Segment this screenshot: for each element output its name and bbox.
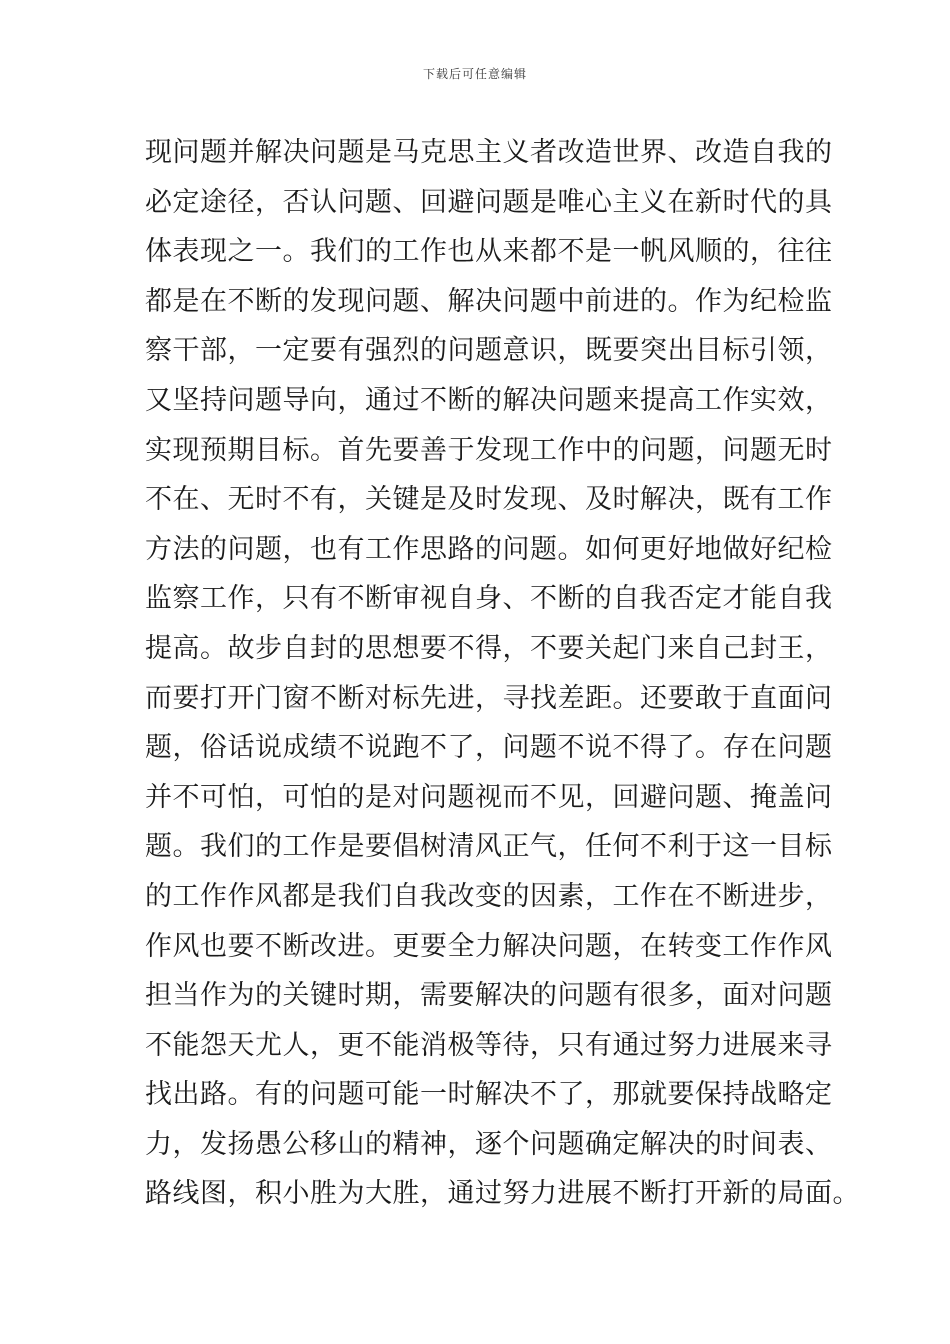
text-line: 而要打开门窗不断对标先进，寻找差距。还要敢于直面问 [145, 682, 833, 714]
text-line: 现问题并解决问题是马克思主义者改造世界、改造自我的 [145, 137, 833, 168]
text-line: 不在、无时不有，关键是及时发现、及时解决，既有工作 [145, 484, 833, 516]
text-line: 提高。故步自封的思想要不得，不要关起门来自己封王， [145, 632, 833, 664]
text-line: 方法的问题，也有工作思路的问题。如何更好地做好纪检 [145, 533, 833, 565]
text-line: 又坚持问题导向，通过不断的解决问题来提高工作实效， [145, 384, 833, 416]
text-line: 题。我们的工作是要倡树清风正气，任何不利于这一目标 [145, 831, 833, 863]
text-line: 体表现之一。我们的工作也从来都不是一帆风顺的，往往 [145, 236, 833, 268]
text-line: 并不可怕，可怕的是对问题视而不见，回避问题、掩盖问 [145, 781, 833, 813]
text-line: 都是在不断的发现问题、解决问题中前进的。作为纪检监 [145, 285, 833, 317]
text-line: 监察工作，只有不断审视自身、不断的自我否定才能自我 [145, 583, 833, 615]
text-line: 题，俗话说成绩不说跑不了，问题不说不得了。存在问题 [145, 732, 833, 764]
text-line: 路线图，积小胜为大胜，通过努力进展不断打开新的局面。 [145, 1178, 860, 1210]
text-line: 必定途径，否认问题、回避问题是唯心主义在新时代的具 [145, 186, 833, 218]
text-line: 的工作作风都是我们自我改变的因素，工作在不断进步， [145, 880, 833, 912]
text-line: 实现预期目标。首先要善于发现工作中的问题，问题无时 [145, 434, 833, 466]
text-line: 力，发扬愚公移山的精神，逐个问题确定解决的时间表、 [145, 1128, 833, 1160]
text-line: 担当作为的关键时期，需要解决的问题有很多，面对问题 [145, 980, 833, 1012]
page-header: 下载后可任意编辑 [422, 67, 527, 81]
text-line: 找出路。有的问题可能一时解决不了，那就要保持战略定 [145, 1079, 833, 1111]
text-line: 作风也要不断改进。更要全力解决问题，在转变工作作风 [145, 930, 833, 962]
text-line: 不能怨天尤人，更不能消极等待，只有通过努力进展来寻 [145, 1029, 833, 1061]
text-line: 察干部，一定要有强烈的问题意识，既要突出目标引领， [145, 335, 833, 367]
body-paragraph [145, 128, 860, 1219]
